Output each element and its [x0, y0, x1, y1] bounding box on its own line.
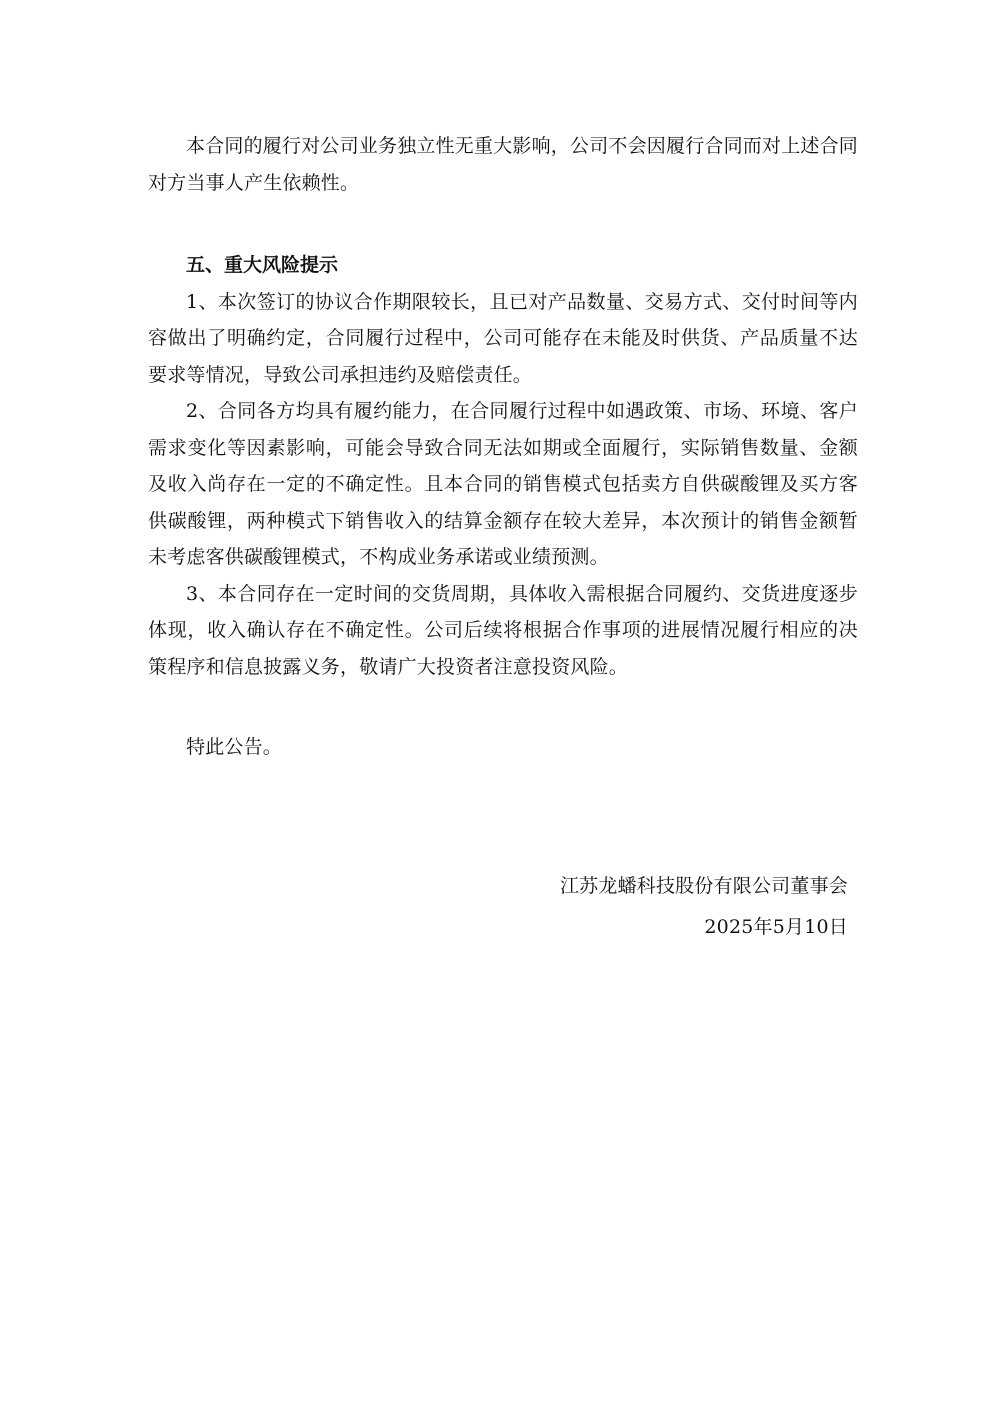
closing-statement: 特此公告。 [186, 736, 283, 758]
risk-item-1: 1、本次签订的协议合作期限较长，且已对产品数量、交易方式、交付时间等内容做出了明确约定，合同履行过程中，公司可能存在未能及时供货、产品质量不达要求等情况，导致公司承担违约及赔偿责任。 [148, 290, 858, 386]
document-body [148, 128, 858, 766]
signature-company: 江苏龙蟠科技股份有限公司董事会 [559, 875, 848, 897]
section-heading: 五、重大风险提示 [186, 254, 339, 276]
risk-section [148, 247, 858, 685]
signature-date: 2025年5月10日 [704, 916, 848, 938]
risk-item-2: 2、合同各方均具有履约能力，在合同履行过程中如遇政策、市场、环境、客户需求变化等因素影响，可能会导致合同无法如期或全面履行，实际销售数量、金额及收入尚存在一定的不确定性。且本合同的销售模式包括卖方自供碳酸锂及买方客供碳酸锂，两种模式下销售收入的结算金额存在较大差异，本次预计的销售金额暂未考虑客供碳酸锂模式，不构成业务承诺或业绩预测。 [148, 400, 858, 568]
signature-block [560, 866, 848, 948]
risk-item-3: 3、本合同存在一定时间的交货周期，具体收入需根据合同履约、交货进度逐步体现，收入确认存在不确定性。公司后续将根据合作事项的进展情况履行相应的决策程序和信息披露义务，敬请广大投资者注意投资风险。 [148, 582, 858, 678]
intro-paragraph: 本合同的履行对公司业务独立性无重大影响，公司不会因履行合同而对上述合同对方当事人产生依赖性。 [148, 135, 859, 194]
